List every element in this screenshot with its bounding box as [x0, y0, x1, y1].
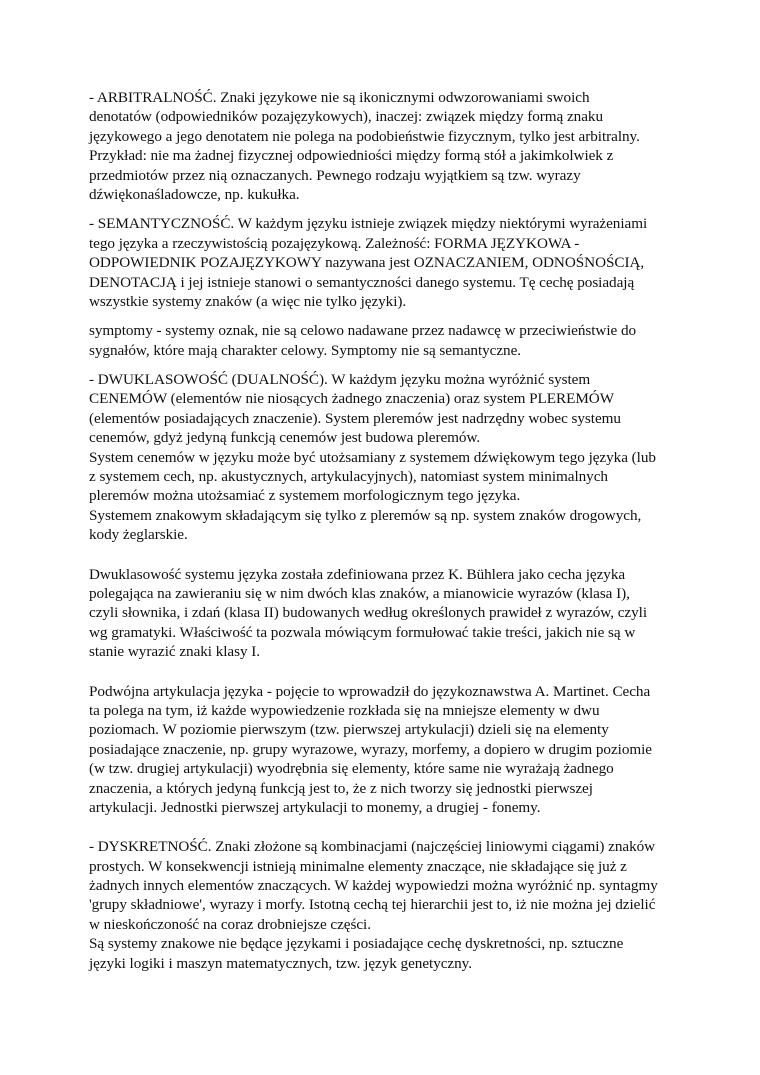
- text-line: żadnych innych elementów znaczących. W każdej wypowiedzi można wyróżnić np. syntagmy: [89, 877, 658, 895]
- text-line: (w tzw. drugiej artykulacji) wyodrębnia się elementy, które same nie wyrażają żadnego: [89, 760, 614, 778]
- text-line: polegająca na zawieraniu się w nim dwóch klas znaków, a mianowicie wyrazów (klasa I),: [89, 584, 630, 602]
- text-line: przedmiotów przez nią oznaczanych. Pewnego rodzaju wyjątkiem są tzw. wyrazy: [89, 166, 581, 184]
- paragraph-podwojna-artykulacja: [89, 682, 680, 818]
- text-line: DENOTACJĄ i jej istnieje stanowi o semantyczności danego systemu. Tę cechę posiadają: [89, 273, 635, 291]
- paragraph-dwuklasowosc: [89, 370, 680, 545]
- paragraph-spacer: [89, 311, 680, 321]
- text-line: cenemów, gdyż jedyną funkcją cenemów jest budowa pleremów.: [89, 429, 481, 447]
- paragraph-spacer: [89, 545, 680, 565]
- text-line: wg gramatyki. Właściwość ta pozwala mówiącym formułować takie treści, jakich nie są w: [89, 623, 636, 641]
- text-line: artykulacji. Jednostki pierwszej artykulacji to monemy, a drugiej - fonemy.: [89, 798, 541, 816]
- text-line: Systemem znakowym składającym się tylko z pleremów są np. system znaków drogowych,: [89, 506, 642, 524]
- text-line: czyli słownika, i zdań (klasa II) budowanych według określonych prawideł z wyrazów, czyli: [89, 604, 647, 622]
- text-line: języki logiki i maszyn matematycznych, tzw. język genetyczny.: [89, 954, 472, 972]
- text-line: - SEMANTYCZNOŚĆ. W każdym języku istnieje związek między niektórymi wyrażeniami: [89, 215, 648, 233]
- paragraph-dyskretnosc: [89, 837, 680, 973]
- text-line: denotatów (odpowiedników pozajęzykowych), inaczej: związek między formą znaku: [89, 108, 604, 126]
- text-line: znaczenia, a których jedyną funkcją jest to, że z nich tworzy się jednostki pierwszej: [89, 779, 593, 797]
- paragraph-spacer: [89, 817, 680, 837]
- text-line: Są systemy znakowe nie będące językami i posiadające cechę dyskretności, np. sztuczne: [89, 935, 624, 953]
- text-line: System cenemów w języku może być utożsamiany z systemem dźwiękowym tego języka (lub: [89, 448, 656, 466]
- paragraph-semantycznosc: [89, 214, 680, 311]
- text-line: sygnałów, które mają charakter celowy. Symptomy nie są semantyczne.: [89, 341, 522, 359]
- text-line: językowego a jego denotatem nie polega na podobieństwie fizycznym, tylko jest arbitralny.: [89, 127, 640, 145]
- text-line: z systemem cech, np. akustycznych, artykulacyjnych), natomiast system minimalnych: [89, 468, 608, 486]
- paragraph-arbitralnosc: [89, 88, 680, 204]
- text-line: wszystkie systemy znaków (a więc nie tylko języki).: [89, 292, 407, 310]
- text-line: posiadające znaczenie, np. grupy wyrazowe, wyrazy, morfemy, a dopiero w drugim poziomie: [89, 740, 652, 758]
- text-line: ODPOWIEDNIK POZAJĘZYKOWY nazywana jest OZNACZANIEM, ODNOŚNOŚCIĄ,: [89, 254, 645, 272]
- text-line: dźwiękonaśladowcze, np. kukułka.: [89, 185, 300, 203]
- paragraph-spacer: [89, 662, 680, 682]
- paragraph-buhler: [89, 565, 680, 662]
- text-line: CENEMÓW (elementów nie niosących żadnego znaczenia) oraz system PLEREMÓW: [89, 390, 614, 408]
- text-line: ta polega na tym, iż każde wypowiedzenie rozkłada się na mniejsze elementy w dwu: [89, 701, 600, 719]
- paragraph-spacer: [89, 360, 680, 370]
- text-line: Dwuklasowość systemu języka została zdefiniowana przez K. Bühlera jako cecha języka: [89, 565, 626, 583]
- text-line: - DYSKRETNOŚĆ. Znaki złożone są kombinacjami (najczęściej liniowymi ciągami) znaków: [89, 838, 656, 856]
- text-line: (elementów posiadających znaczenie). System pleremów jest nadrzędny wobec systemu: [89, 409, 621, 427]
- paragraph-spacer: [89, 204, 680, 214]
- text-line: Podwójna artykulacja języka - pojęcie to wprowadził do językoznawstwa A. Martinet. Cecha: [89, 682, 651, 700]
- text-line: Przykład: nie ma żadnej fizycznej odpowiedniości między formą stół a jakimkolwiek z: [89, 147, 614, 165]
- text-line: kody żeglarskie.: [89, 526, 188, 544]
- text-line: - ARBITRALNOŚĆ. Znaki językowe nie są ikonicznymi odwzorowaniami swoich: [89, 89, 590, 106]
- text-line: w nieskończoność na coraz drobniejsze części.: [89, 915, 371, 933]
- text-line: tego języka a rzeczywistością pozajęzykową. Zależność: FORMA JĘZYKOWA -: [89, 234, 580, 252]
- text-line: pleremów można utożsamiać z systemem morfologicznym tego języka.: [89, 487, 521, 505]
- text-line: symptomy - systemy oznak, nie są celowo nadawane przez nadawcę w przeciwieństwie do: [89, 322, 637, 340]
- text-line: 'grupy składniowe', wyrazy i morfy. Istotną cechą tej hierarchii jest to, iż nie można jej dzielić: [89, 896, 656, 914]
- text-line: poziomach. W poziomie pierwszym (tzw. pierwszej artykulacji) dzieli się na elementy: [89, 721, 609, 739]
- text-line: prostych. W konsekwencji istnieją minimalne elementy znaczące, nie składające się już z: [89, 857, 627, 875]
- paragraph-symptomy: [89, 321, 680, 360]
- text-line: stanie wyrazić znaki klasy I.: [89, 643, 261, 661]
- text-line: - DWUKLASOWOŚĆ (DUALNOŚĆ). W każdym języku można wyróżnić system: [89, 371, 591, 389]
